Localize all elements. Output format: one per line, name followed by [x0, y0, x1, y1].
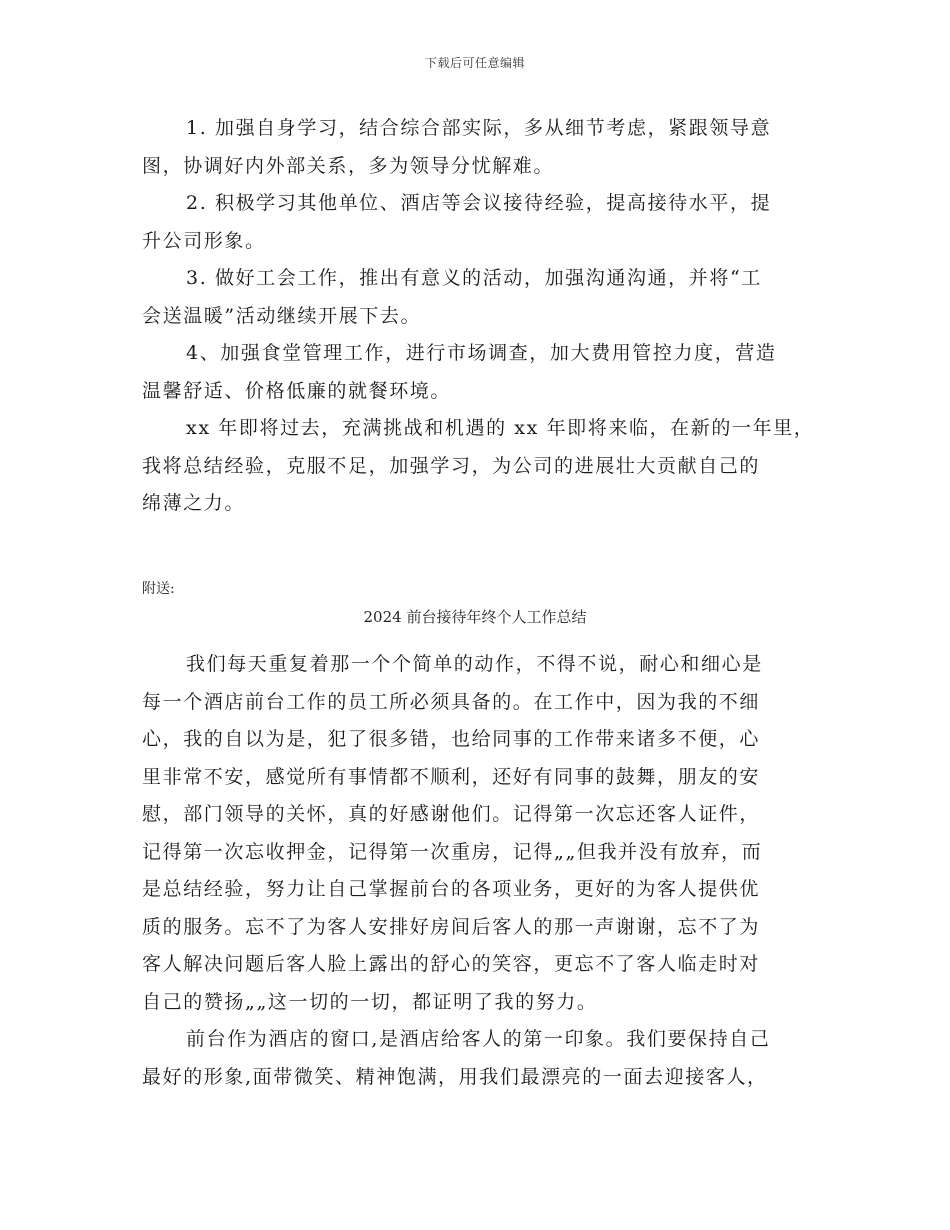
- work-plan-section: [142, 110, 832, 523]
- text-line: 2. 积极学习其他单位、酒店等会议接待经验，提高接待水平，提: [186, 192, 772, 214]
- text-line: 绵薄之力。: [142, 492, 246, 514]
- text-line: 4、加强食堂管理工作，进行市场调查，加大费用管控力度，营造: [186, 342, 777, 364]
- paragraph-6: [142, 646, 832, 1021]
- text-line: 慰，部门领导的关怀，真的好感谢他们。记得第一次忘还客人证件，: [142, 803, 761, 825]
- text-line: 会送温暖”活动继续开展下去。: [142, 304, 422, 327]
- attachment-title: 2024 前台接待年终个人工作总结: [363, 608, 587, 626]
- text-line: 我将总结经验，克服不足，加强学习，为公司的进展壮大贡献自己的: [142, 454, 761, 477]
- paragraph-1: [142, 110, 832, 185]
- text-line: xx 年即将过去，充满挑战和机遇的 xx 年即将来临，在新的一年里，: [186, 417, 815, 439]
- text-line: 是总结经验，努力让自己掌握前台的各项业务，更好的为客人提供优: [142, 878, 761, 900]
- paragraph-7: [142, 1021, 832, 1096]
- text-line: 我们每天重复着那一个个简单的动作，不得不说，耐心和细心是: [186, 653, 763, 675]
- paragraph-5: [142, 410, 832, 523]
- paragraph-2: [142, 185, 832, 260]
- text-line: 3. 做好工会工作，推出有意义的活动，加强沟通沟通，并将“工: [186, 267, 762, 289]
- text-line: 升公司形象。: [142, 229, 266, 252]
- text-line: 自己的赞扬„„这一切的一切，都证明了我的努力。: [142, 990, 598, 1013]
- text-line: 前台作为酒店的窗口,是酒店给客人的第一印象。我们要保持自己: [186, 1028, 771, 1050]
- text-line: 心，我的自以为是，犯了很多错，也给同事的工作带来诸多不便，心: [142, 728, 761, 750]
- text-line: 温馨舒适、价格低廉的就餐环境。: [142, 379, 452, 402]
- paragraph-3: [142, 260, 832, 335]
- text-line: 客人解决问题后客人脸上露出的舒心的笑容，更忘不了客人临走时对: [142, 953, 761, 975]
- summary-section: [142, 646, 832, 1096]
- text-line: 里非常不安，感觉所有事情都不顺利，还好有同事的鼓舞，朋友的安: [142, 765, 761, 788]
- text-line: 1. 加强自身学习，结合综合部实际，多从细节考虑，紧跟领导意: [186, 117, 772, 139]
- text-line: 最好的形象,面带微笑、精神饱满，用我们最漂亮的一面去迎接客人，: [142, 1065, 768, 1088]
- text-line: 质的服务。忘不了为客人安排好房间后客人的那一声谢谢，忘不了为: [142, 915, 761, 938]
- text-line: 记得第一次忘收押金，记得第一次重房，记得„„但我并没有放弃，而: [142, 840, 763, 863]
- paragraph-4: [142, 335, 832, 410]
- text-line: 每一个酒店前台工作的员工所必须具备的。在工作中，因为我的不细: [142, 690, 761, 713]
- page-header-note: 下载后可任意编辑: [424, 56, 525, 70]
- attachment-label: 附送:: [142, 581, 175, 597]
- text-line: 图，协调好内外部关系，多为领导分忧解难。: [142, 154, 555, 177]
